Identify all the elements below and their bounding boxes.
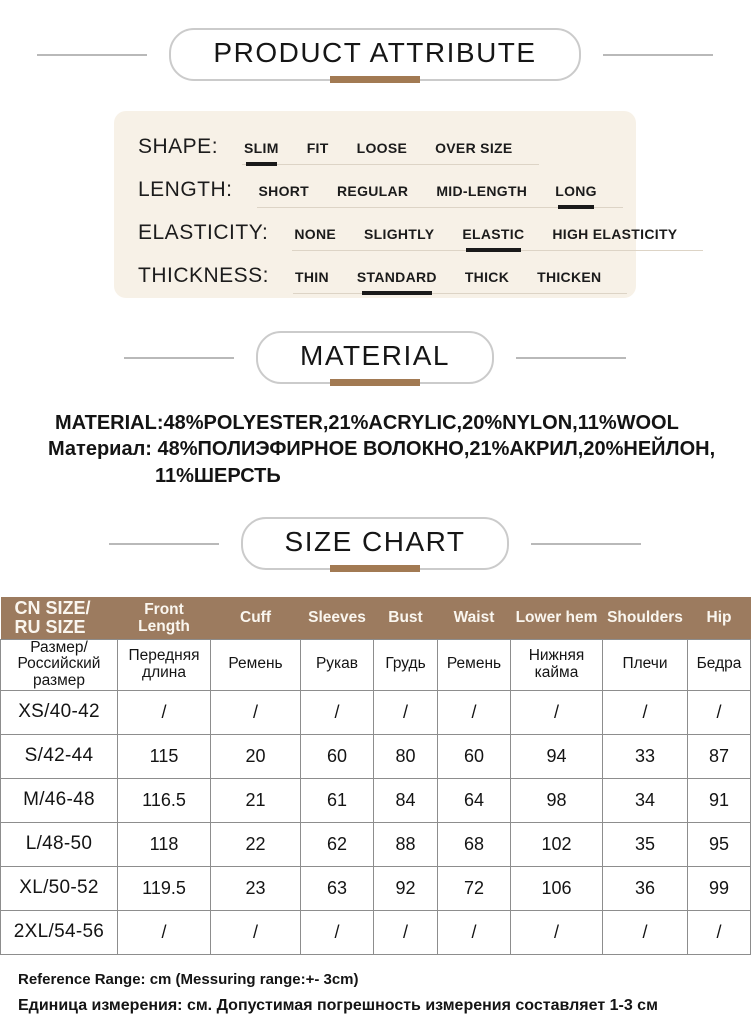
column-header-en: Shoulders: [607, 609, 683, 627]
attribute-option: SHORT: [258, 183, 310, 199]
measurement-cell: /: [688, 690, 751, 734]
measurement-cell: /: [211, 910, 301, 954]
measurement-cell: 34: [603, 778, 688, 822]
table-row: [1, 778, 751, 822]
attribute-option: THICK: [464, 269, 510, 285]
column-header-en: Cuff: [240, 609, 271, 627]
accent-underline: [330, 565, 420, 572]
attribute-label: ELASTICITY:: [138, 221, 269, 244]
decorative-line-right: [531, 543, 641, 545]
column-header-en: Lower hem: [515, 609, 598, 627]
column-header-ru: Ремень: [438, 639, 511, 690]
attribute-option: REGULAR: [337, 183, 409, 199]
table-row: [1, 910, 751, 954]
table-header-row-ru: [1, 639, 751, 690]
material-title: MATERIAL: [300, 340, 450, 371]
attribute-option: LOOSE: [356, 140, 408, 156]
product-attribute-title-box: [169, 28, 580, 81]
measurement-cell: 92: [374, 866, 438, 910]
section-header-product-attribute: [0, 0, 750, 81]
table-row: [1, 822, 751, 866]
attribute-label: LENGTH:: [138, 178, 233, 201]
measurement-cell: 60: [438, 734, 511, 778]
size-label-cell: XL/50-52: [1, 866, 118, 910]
measurement-cell: 61: [301, 778, 374, 822]
measurement-cell: 118: [118, 822, 211, 866]
measurement-cell: /: [301, 690, 374, 734]
section-header-size-chart: [0, 517, 750, 570]
measurement-notes: [18, 971, 750, 1015]
attribute-option-selected: STANDARD: [356, 269, 437, 285]
accent-underline: [330, 379, 420, 386]
measurement-cell: /: [211, 690, 301, 734]
column-header-en: Bust: [388, 609, 423, 627]
measurement-cell: 35: [603, 822, 688, 866]
decorative-line-right: [516, 357, 626, 359]
measurement-cell: 68: [438, 822, 511, 866]
measurement-cell: 33: [603, 734, 688, 778]
attribute-label: THICKNESS:: [138, 264, 270, 287]
column-header-en: CN SIZE/ RU SIZE: [14, 598, 91, 637]
decorative-line-left: [124, 357, 234, 359]
column-header-ru: Плечи: [603, 639, 688, 690]
measurement-cell: /: [374, 690, 438, 734]
measurement-cell: /: [118, 910, 211, 954]
section-header-material: [0, 331, 750, 384]
size-chart-table: [0, 597, 751, 955]
attribute-options: [293, 269, 627, 294]
measurement-cell: 21: [211, 778, 301, 822]
size-label-cell: S/42-44: [1, 734, 118, 778]
material-title-box: [256, 331, 494, 384]
attribute-options: [292, 226, 703, 251]
attribute-option: SLIGHTLY: [364, 226, 435, 242]
measurement-cell: /: [511, 910, 603, 954]
accent-underline: [330, 76, 420, 83]
size-label-cell: L/48-50: [1, 822, 118, 866]
column-header-en: Waist: [453, 609, 495, 627]
measurement-cell: 36: [603, 866, 688, 910]
measurement-cell: /: [603, 910, 688, 954]
size-label-cell: 2XL/54-56: [1, 910, 118, 954]
measurement-cell: /: [688, 910, 751, 954]
attribute-row: [138, 264, 616, 294]
column-header-ru: Бедра: [688, 639, 751, 690]
column-header-ru: Размер/ Российский размер: [1, 639, 118, 690]
measurement-cell: 106: [511, 866, 603, 910]
measurement-cell: 115: [118, 734, 211, 778]
attribute-option: MID-LENGTH: [436, 183, 528, 199]
reference-range-ru: Единица измерения: см. Допустимая погрешность измерения составляет 1-3 см: [18, 996, 658, 1014]
measurement-cell: /: [438, 910, 511, 954]
measurement-cell: 60: [301, 734, 374, 778]
measurement-cell: 84: [374, 778, 438, 822]
material-line-en: MATERIAL:48%POLYESTER,21%ACRYLIC,20%NYLON,11%WOOL: [55, 412, 679, 434]
attribute-panel: [114, 111, 678, 298]
column-header-ru: Рукав: [301, 639, 374, 690]
measurement-cell: 99: [688, 866, 751, 910]
size-label-cell: XS/40-42: [1, 690, 118, 734]
attribute-options: [242, 140, 538, 165]
measurement-cell: 94: [511, 734, 603, 778]
size-chart-title: SIZE CHART: [284, 526, 466, 558]
table-row: [1, 734, 751, 778]
measurement-cell: /: [301, 910, 374, 954]
attribute-option-selected: SLIM: [244, 140, 279, 156]
attribute-option: THIN: [295, 269, 329, 285]
material-composition: [0, 410, 750, 489]
product-attribute-title: PRODUCT ATTRIBUTE: [213, 37, 537, 68]
attribute-row: [138, 178, 616, 208]
measurement-cell: /: [118, 690, 211, 734]
table-row: [1, 866, 751, 910]
measurement-cell: /: [374, 910, 438, 954]
decorative-line-right: [603, 54, 713, 56]
measurement-cell: 63: [301, 866, 374, 910]
column-header-en: Front Length: [138, 600, 190, 635]
column-header-en: Sleeves: [308, 609, 366, 627]
attribute-option: HIGH ELASTICITY: [552, 226, 678, 242]
column-header-en: Hip: [706, 609, 732, 627]
attribute-option: NONE: [294, 226, 337, 242]
measurement-cell: 62: [301, 822, 374, 866]
attribute-row: [138, 221, 678, 251]
reference-range-en: Reference Range: cm (Messuring range:+- 3cm): [18, 970, 359, 988]
measurement-cell: 98: [511, 778, 603, 822]
column-header-ru: Передняя длина: [118, 639, 211, 690]
table-header-row-en: [1, 597, 751, 639]
measurement-cell: 116.5: [118, 778, 211, 822]
measurement-cell: 102: [511, 822, 603, 866]
measurement-cell: 88: [374, 822, 438, 866]
column-header-ru: Грудь: [374, 639, 438, 690]
measurement-cell: 95: [688, 822, 751, 866]
measurement-cell: /: [603, 690, 688, 734]
measurement-cell: 87: [688, 734, 751, 778]
measurement-cell: 20: [211, 734, 301, 778]
material-line-ru-cont: 11%ШЕРСТЬ: [155, 464, 281, 487]
attribute-row: [138, 135, 616, 165]
attribute-option: FIT: [306, 140, 329, 156]
attribute-option-selected: LONG: [555, 183, 597, 199]
table-row: [1, 690, 751, 734]
measurement-cell: 64: [438, 778, 511, 822]
measurement-cell: 80: [374, 734, 438, 778]
attribute-option-selected: ELASTIC: [462, 226, 525, 242]
decorative-line-left: [109, 543, 219, 545]
measurement-cell: 119.5: [118, 866, 211, 910]
attribute-options: [257, 183, 623, 208]
attribute-option: THICKEN: [537, 269, 602, 285]
measurement-cell: /: [511, 690, 603, 734]
measurement-cell: 23: [211, 866, 301, 910]
measurement-cell: 91: [688, 778, 751, 822]
measurement-cell: /: [438, 690, 511, 734]
decorative-line-left: [37, 54, 147, 56]
column-header-ru: Ремень: [211, 639, 301, 690]
attribute-option: OVER SIZE: [435, 140, 513, 156]
size-label-cell: M/46-48: [1, 778, 118, 822]
size-chart-title-box: [241, 517, 510, 570]
column-header-ru: Нижняя кайма: [511, 639, 603, 690]
attribute-label: SHAPE:: [138, 135, 219, 158]
material-line-ru: Материал: 48%ПОЛИЭФИРНОЕ ВОЛОКНО,21%АКРИЛ,20%НЕЙЛОН,: [48, 438, 716, 461]
measurement-cell: 72: [438, 866, 511, 910]
measurement-cell: 22: [211, 822, 301, 866]
